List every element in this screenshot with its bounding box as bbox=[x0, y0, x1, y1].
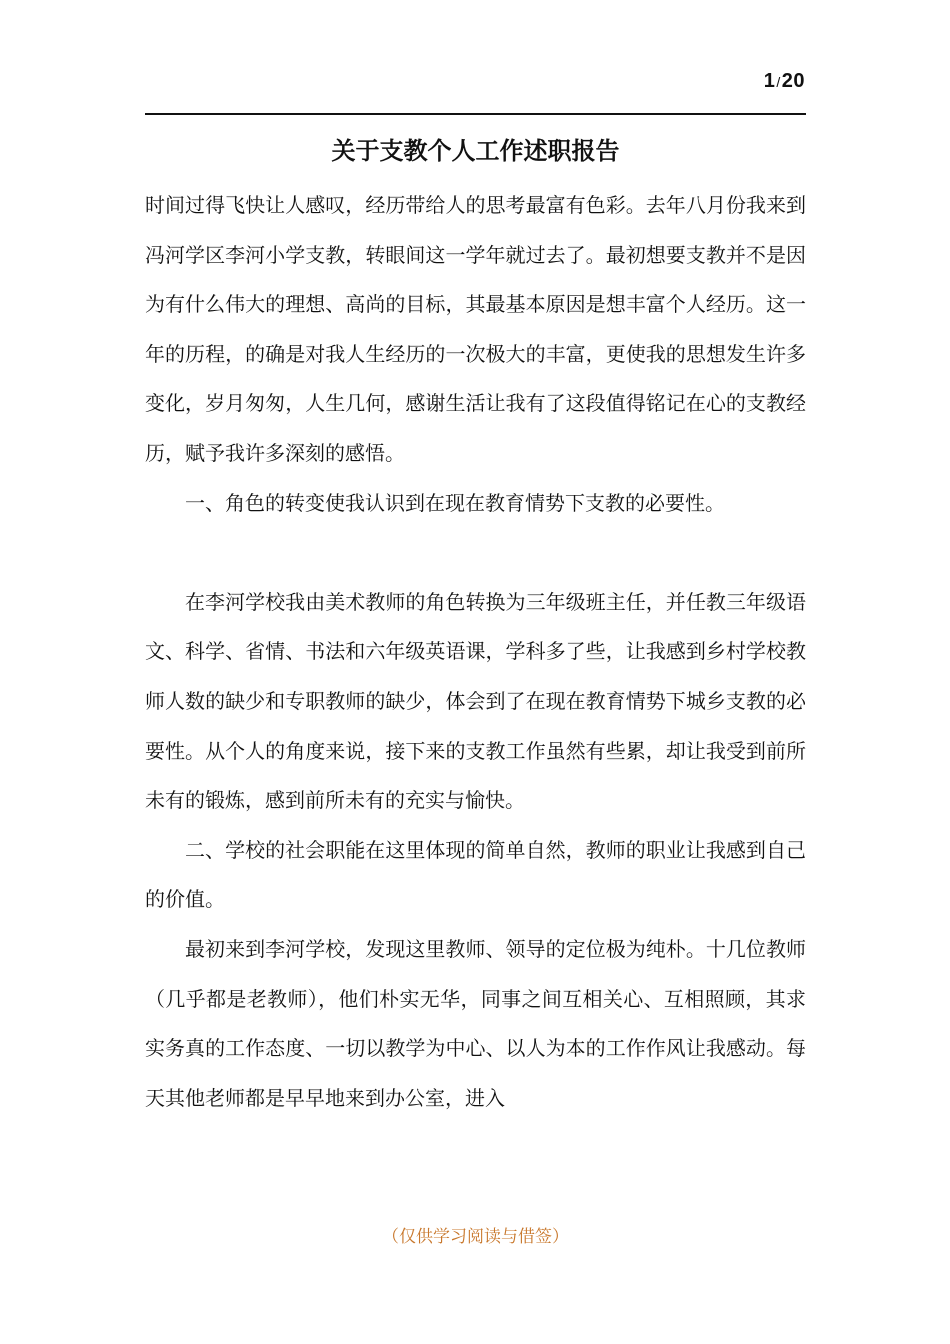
paragraph-school-teachers: 最初来到李河学校，发现这里教师、领导的定位极为纯朴。十几位教师（几乎都是老教师），他们朴实无华，同事之间互相关心、互相照顾，其求实务真的工作态度、一切以教学为中心、以人为本的工作作风让我感动。每天其他老师都是早早地来到办公室，进入 bbox=[145, 936, 806, 1110]
section-heading-1: 一、角色的转变使我认识到在现在教育情势下支教的必要性。 bbox=[185, 490, 725, 515]
section-heading-2: 二、学校的社会职能在这里体现的简单自然，教师的职业让我感到自己的价值。 bbox=[145, 837, 806, 912]
paragraph-role-change: 在李河学校我由美术教师的角色转换为三年级班主任，并任教三年级语文、科学、省情、书法和六年级英语课，学科多了些，让我感到乡村学校教师人数的缺少和专职教师的缺少，体会到了在现在教育情势下城乡支教的必要性。从个人的角度来说，接下来的支教工作虽然有些累，却让我受到前所未有的锻炼，感到前所未有的充实与愉快。 bbox=[145, 589, 806, 813]
document-title: 关于支教个人工作述职报告 bbox=[331, 136, 620, 165]
page-number bbox=[764, 70, 805, 93]
page-number-total: 20 bbox=[781, 70, 805, 92]
header-divider bbox=[145, 113, 806, 115]
page-number-current: 1 bbox=[763, 70, 776, 92]
blank-line bbox=[145, 528, 806, 578]
footer-note: （仅供学习阅读与借签） bbox=[382, 1227, 569, 1247]
document-body bbox=[145, 181, 806, 1123]
page-number-separator: / bbox=[776, 74, 781, 90]
paragraph-intro: 时间过得飞快让人感叹，经历带给人的思考最富有色彩。去年八月份我来到冯河学区李河小学支教，转眼间这一学年就过去了。最初想要支教并不是因为有什么伟大的理想、高尚的目标，其最基本原因是想丰富个人经历。这一年的历程，的确是对我人生经历的一次极大的丰富，更使我的思想发生许多变化，岁月匆匆，人生几何，感谢生活让我有了这段值得铭记在心的支教经历，赋予我许多深刻的感悟。 bbox=[145, 193, 806, 465]
